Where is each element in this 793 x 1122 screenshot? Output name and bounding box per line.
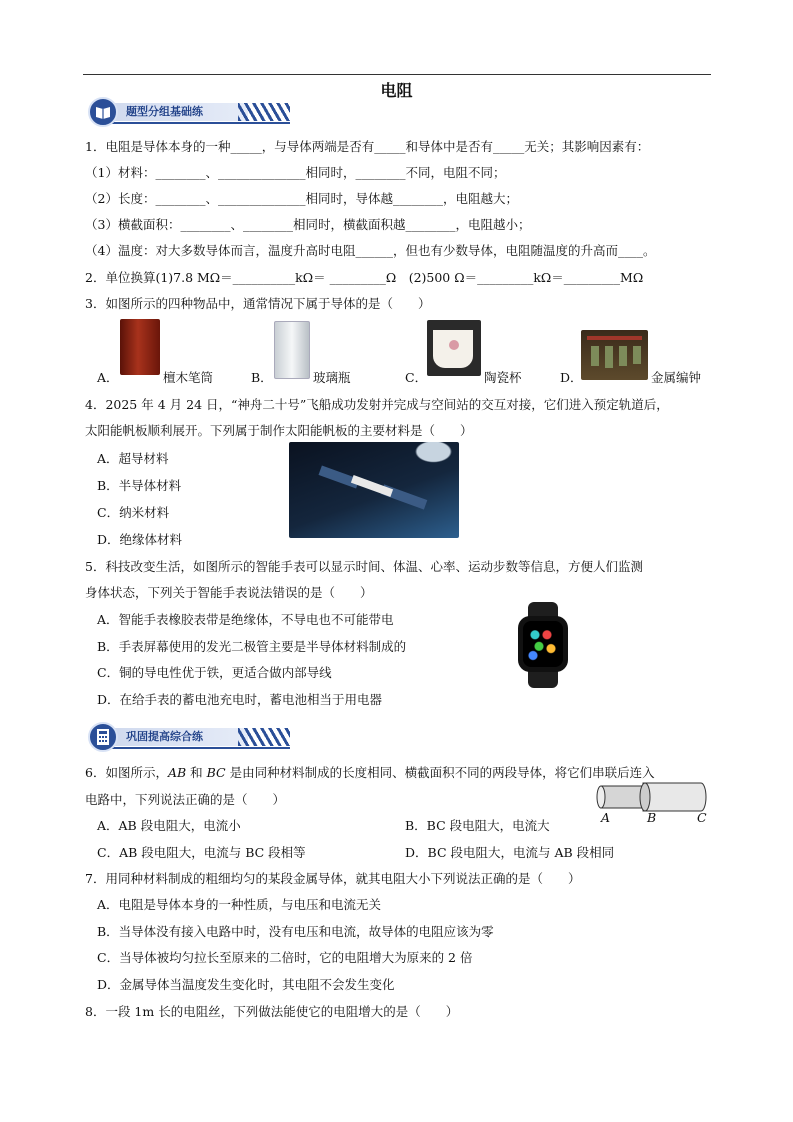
q3-option-b-text: 玻璃瓶 (313, 370, 351, 385)
q5-option-d: D．在给手表的蓄电池充电时，蓄电池相当于用电器 (97, 692, 383, 707)
q3-option-a-letter: A． (97, 370, 119, 385)
q4-option-c: C．纳米材料 (97, 505, 170, 520)
section-title: 巩固提高综合练 (106, 728, 248, 746)
q5-stem-line2: 身体状态，下列关于智能手表说法错误的是（ ） (85, 585, 373, 600)
banner-underline (106, 122, 290, 124)
q4-stem-line2: 太阳能帆板顺利展开。下列属于制作太阳能帆板的主要材料是（ ） (85, 423, 473, 438)
section-banner-basic (88, 97, 288, 127)
q1-line2: （2）长度：________、______________相同时，导体越________，电阻越大； (85, 191, 518, 206)
q1-line1: （1）材料：________、______________相同时，________不同，电阻不同； (85, 165, 506, 180)
q7-option-b: B．当导体没有接入电路中时，没有电压和电流，故导体的电阻应该为零 (97, 924, 494, 939)
q3-option-d-text: 金属编钟 (651, 370, 702, 385)
q1-stem: 1．电阻是导体本身的一种_____，与导体两端是否有_____和导体中是否有_____无关；其影响因素有： (85, 139, 650, 154)
q8-stem: 8．一段 1m 长的电阻丝，下列做法能使它的电阻增大的是（ ） (85, 1004, 459, 1019)
ceramic-cup-image (427, 320, 481, 376)
section-banner-advanced (88, 722, 288, 752)
q5-option-a: A．智能手表橡胶表带是绝缘体，不导电也不可能带电 (97, 612, 394, 627)
q5-option-b: B．手表屏幕使用的发光二极管主要是半导体材料制成的 (97, 639, 407, 654)
banner-stripes (238, 103, 290, 121)
q3-option-d-letter: D． (560, 370, 583, 385)
conductor-label-a: A (601, 810, 611, 825)
q7-option-a: A．电阻是导体本身的一种性质，与电压和电流无关 (97, 897, 382, 912)
q6-option-b: B．BC 段电阻大，电流大 (405, 818, 550, 833)
q7-stem: 7．用同种材料制成的粗细均匀的某段金属导体，就其电阻大小下列说法正确的是（ ） (85, 871, 581, 886)
q6-stem-line1: 6．如图所示，AB 和 BC 是由同种材料制成的长度相同、横截面积不同的两段导体，将它们串联后连入 (85, 765, 655, 780)
header-rule (83, 74, 711, 75)
q5-stem-line1: 5．科技改变生活，如图所示的智能手表可以显示时间、体温、心率、运动步数等信息，方便人们监测 (85, 559, 643, 574)
conductor-label-b: B (647, 810, 657, 825)
q1-line4: （4）温度：对大多数导体而言，温度升高时电阻______，但也有少数导体，电阻随温度的升高而____。 (85, 243, 656, 258)
q4-option-b: B．半导体材料 (97, 478, 182, 493)
smart-watch-image (516, 602, 570, 688)
book-icon (88, 97, 118, 127)
q3-stem: 3．如图所示的四种物品中，通常情况下属于导体的是（ ） (85, 296, 431, 311)
calculator-icon (88, 722, 118, 752)
space-station-image (289, 442, 459, 538)
q7-option-c: C．当导体被均匀拉长至原来的二倍时，它的电阻增大为原来的 2 倍 (97, 950, 473, 965)
glass-vase-image (274, 321, 310, 379)
q3-option-c-text: 陶瓷杯 (484, 370, 522, 385)
q4-option-d: D．绝缘体材料 (97, 532, 183, 547)
q7-option-d: D．金属导体当温度发生变化时，其电阻不会发生变化 (97, 977, 395, 992)
banner-underline (106, 747, 290, 749)
q3-option-a-text: 檀木笔筒 (163, 370, 214, 385)
page-title: 电阻 (380, 81, 413, 100)
conductor-label-c: C (697, 810, 707, 825)
q3-option-c-letter: C． (405, 370, 428, 385)
q4-option-a: A．超导材料 (97, 451, 169, 466)
q6-option-d: D．BC 段电阻大，电流与 AB 段相同 (405, 845, 615, 860)
q2-text: 2．单位换算(1)7.8 MΩ＝__________kΩ＝ _________Ω (2)500 Ω＝_________kΩ＝_________MΩ (85, 270, 644, 285)
q1-line3: （3）横截面积：________、________相同时，横截面积越________，电阻越小； (85, 217, 531, 232)
q5-option-c: C．铜的导电性优于铁，更适合做内部导线 (97, 665, 332, 680)
section-title: 题型分组基础练 (106, 103, 248, 121)
q4-stem-line1: 4．2025 年 4 月 24 日，“神舟二十号”飞船成功发射并完成与空间站的交互对接，它们进入预定轨道后， (85, 397, 669, 412)
banner-stripes (238, 728, 290, 746)
q6-option-a: A．AB 段电阻大，电流小 (97, 818, 241, 833)
bronze-chime-bells-image (581, 330, 648, 380)
q3-option-b-letter: B． (251, 370, 273, 385)
sandalwood-pen-holder-image (120, 319, 160, 375)
q6-stem-line2: 电路中，下列说法正确的是（ ） (85, 792, 286, 807)
q6-option-c: C．AB 段电阻大，电流与 BC 段相等 (97, 845, 306, 860)
